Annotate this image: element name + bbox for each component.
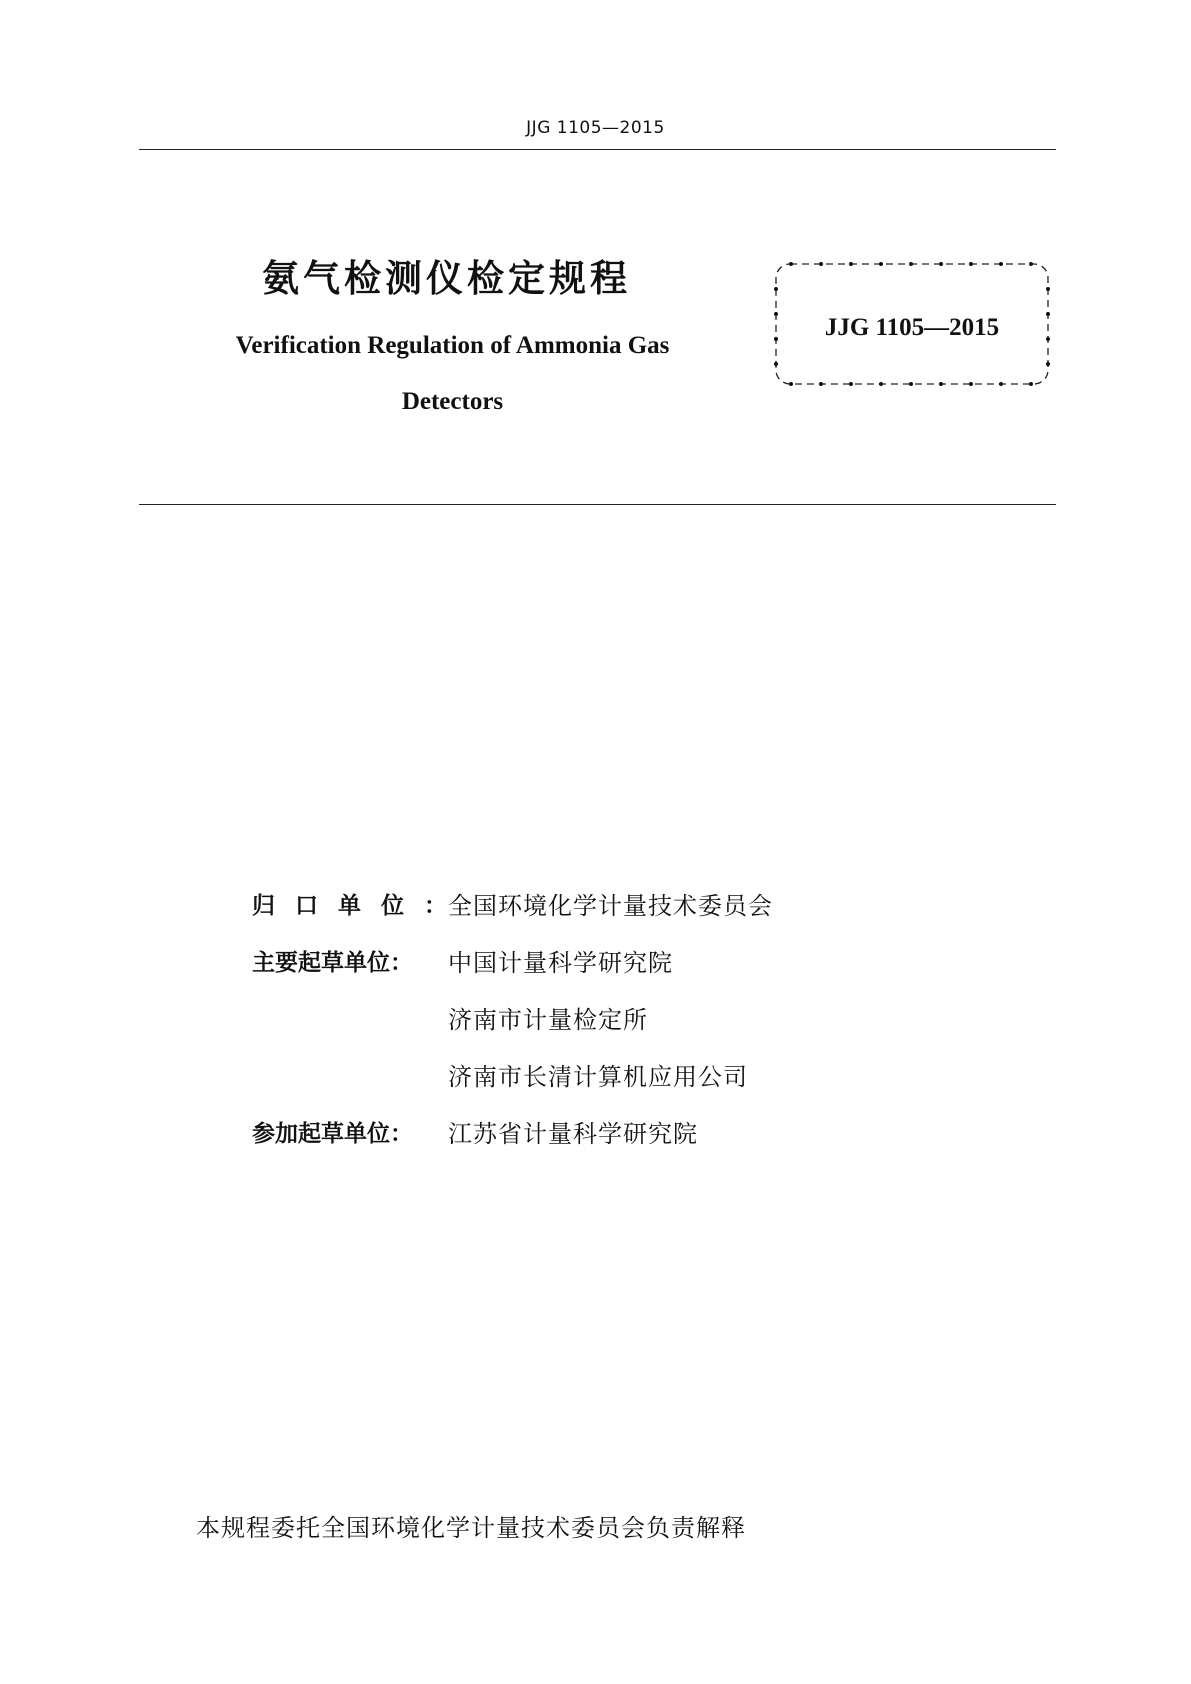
centralized-unit-value: 全国环境化学计量技术委员会 (448, 892, 773, 920)
title-english-line-2: Detectors (401, 388, 504, 415)
main-drafting-value-2: 济南市计量检定所 (448, 1006, 648, 1034)
main-drafting-label: 主要起草单位： (252, 950, 413, 976)
title-english (200, 318, 705, 430)
participating-unit-label: 参加起草单位： (252, 1121, 413, 1147)
centralized-unit-row (252, 878, 773, 935)
main-drafting-value-1: 中国计量科学研究院 (448, 949, 673, 977)
header-standard-code: JJG 1105—2015 (526, 118, 665, 138)
title-english-line-1: Verification Regulation of Ammonia Gas (235, 332, 670, 359)
drafting-units (252, 878, 773, 1163)
main-drafting-value-3: 济南市长清计算机应用公司 (448, 1063, 748, 1091)
badge-standard-code: JJG 1105—2015 (824, 314, 1000, 341)
interpretation-note: 本规程委托全国环境化学计量技术委员会负责解释 (196, 1514, 746, 1542)
participating-unit-value: 江苏省计量科学研究院 (448, 1120, 698, 1148)
main-drafting-row-1 (252, 935, 773, 992)
centralized-unit-label: 归口单位： (252, 893, 467, 919)
title-divider (139, 504, 1056, 505)
participating-unit-row (252, 1106, 773, 1163)
main-drafting-row-3 (252, 1049, 773, 1106)
header-divider (139, 149, 1056, 150)
title-chinese: 氨气检测仪检定规程 (262, 257, 631, 300)
standard-code-badge (771, 259, 1053, 389)
main-drafting-row-2 (252, 992, 773, 1049)
